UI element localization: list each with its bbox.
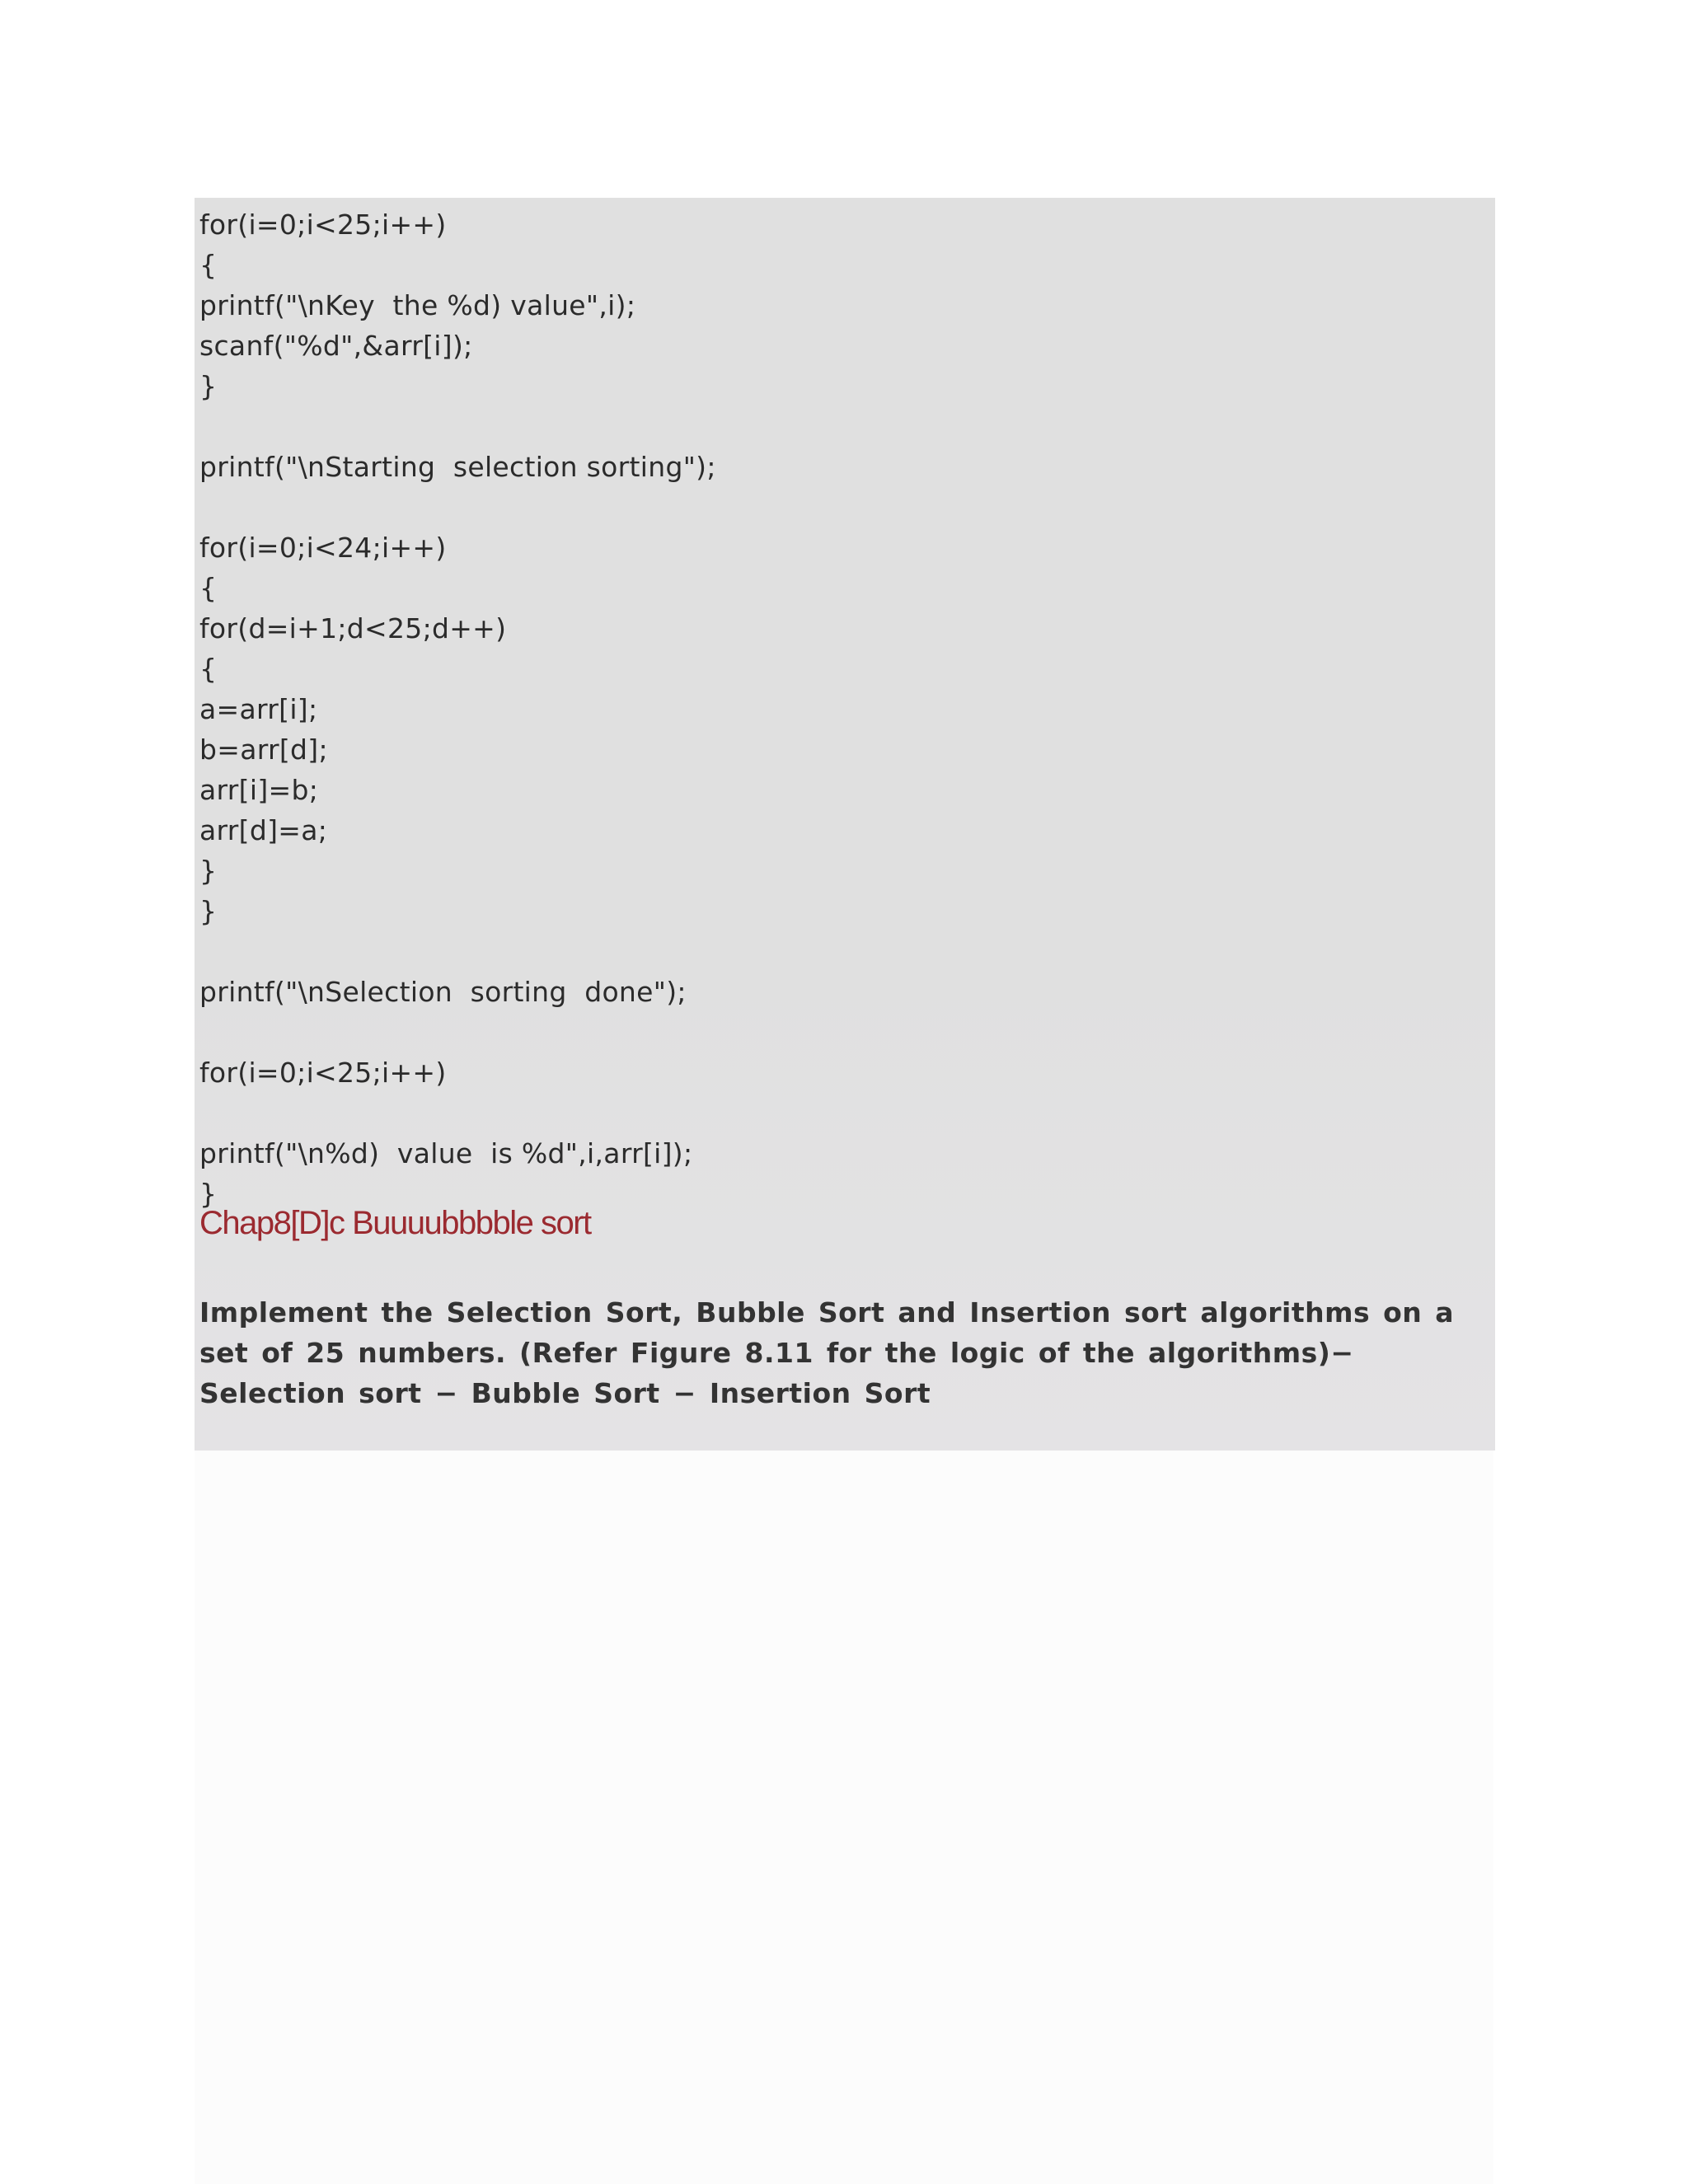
code-line: } [199,370,218,402]
code-line: scanf("%d",&arr[i]); [199,330,473,362]
code-block [199,204,716,1214]
code-line: printf("\nSelection sorting done"); [199,976,687,1008]
code-line: } [199,1178,218,1210]
code-line: printf("\nKey the %d) value",i); [199,289,636,321]
task-description: Implement the Selection Sort, Bubble Sort and Insertion sort algorithms on a set of 25 numbers. (Refer Figure 8.11 for the logic of the algorithms)− Selection sort − Bubble Sort − Insertion Sort [199,1296,1455,1409]
page-lower-area [195,1451,1493,2184]
code-line: printf("\nStarting selection sorting"); [199,451,716,483]
code-line: arr[d]=a; [199,814,328,846]
code-line: } [199,855,218,887]
code-line: } [199,895,218,927]
code-line: b=arr[d]; [199,733,328,766]
code-line: printf("\n%d) value is %d",i,arr[i]); [199,1137,693,1169]
code-line: { [199,572,218,604]
code-line [199,1012,716,1052]
code-line: for(d=i+1;d<25;d++) [199,612,507,644]
code-line [199,931,716,972]
code-line [199,1093,716,1133]
code-line: for(i=0;i<25;i++) [199,209,447,241]
section-heading: Chap8[D]c Buuuubbbble sort [199,1205,591,1241]
code-line: { [199,249,218,281]
code-line: arr[i]=b; [199,774,319,806]
code-line: for(i=0;i<24;i++) [199,532,447,564]
code-line: { [199,653,218,685]
code-line: a=arr[i]; [199,693,318,725]
code-line: for(i=0;i<25;i++) [199,1057,447,1089]
code-line [199,487,716,527]
code-line [199,406,716,447]
